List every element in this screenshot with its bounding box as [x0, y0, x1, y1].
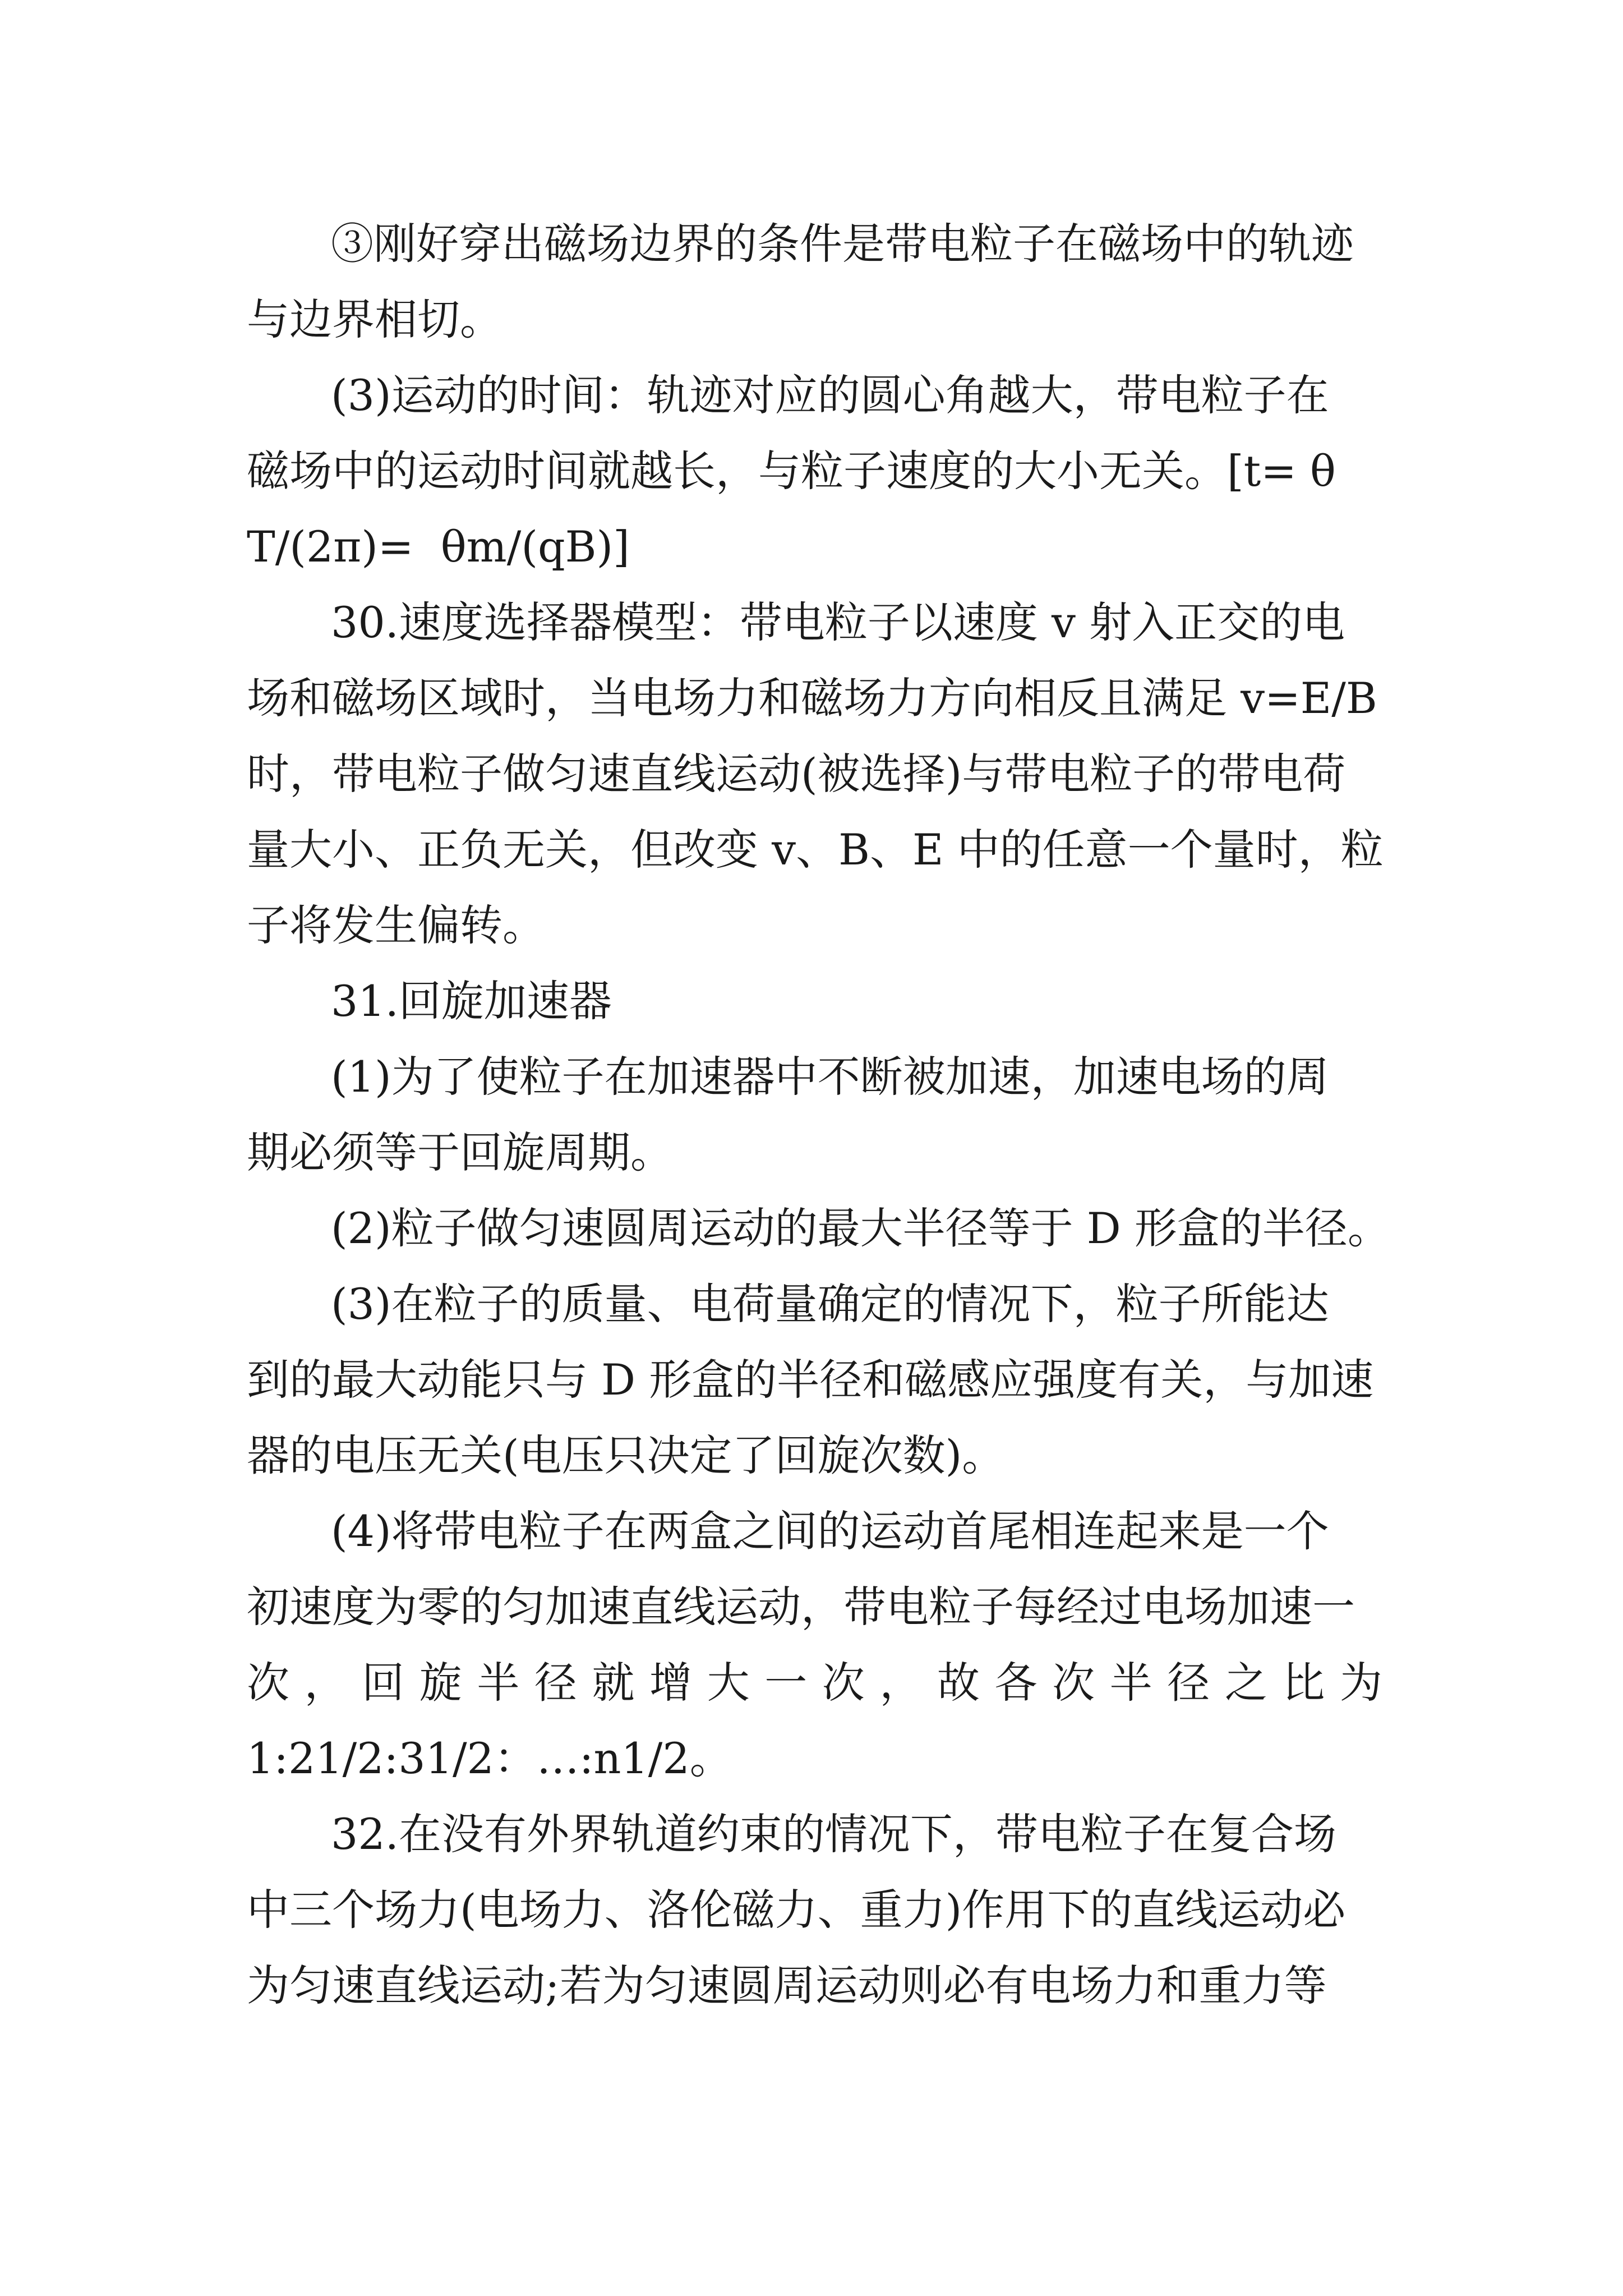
- text-line: 30.速度选择器模型：带电粒子以速度 v 射入正交的电: [331, 597, 1345, 647]
- text-line: (4)将带电粒子在两盒之间的运动首尾相连起来是一个: [331, 1506, 1329, 1556]
- text-line: 初速度为零的匀加速直线运动，带电粒子每经过电场加速一: [247, 1582, 1355, 1632]
- text-line: 到的最大动能只与 D 形盒的半径和磁感应强度有关，与加速: [247, 1355, 1374, 1405]
- text-line: 为匀速直线运动;若为匀速圆周运动则必有电场力和重力等: [247, 1961, 1327, 2010]
- text-line: 量大小、正负无关，但改变 v、B、E 中的任意一个量时，粒: [247, 825, 1384, 875]
- text-line: ③刚好穿出磁场边界的条件是带电粒子在磁场中的轨迹: [331, 219, 1354, 269]
- text-line: 1:21/2:31/2：…:n1/2。: [247, 1733, 732, 1783]
- text-line: 磁场中的运动时间就越长，与粒子速度的大小无关。[t= θ: [247, 446, 1336, 496]
- text-line: 子将发生偏转。: [247, 900, 545, 950]
- text-line: 次，回旋半径就增大一次，故各次半径之比为: [247, 1658, 1382, 1708]
- text-line: (3)运动的时间：轨迹对应的圆心角越大，带电粒子在: [331, 370, 1329, 420]
- section-heading: 31.回旋加速器: [331, 976, 612, 1026]
- text-line: (1)为了使粒子在加速器中不断被加速，加速电场的周: [331, 1052, 1329, 1102]
- text-line: 场和磁场区域时，当电场力和磁场力方向相反且满足 v=E/B: [247, 673, 1377, 723]
- text-line: 期必须等于回旋周期。: [247, 1128, 673, 1177]
- text-line: 32.在没有外界轨道约束的情况下，带电粒子在复合场: [331, 1809, 1336, 1859]
- text-line: 器的电压无关(电压只决定了回旋次数)。: [247, 1430, 1005, 1480]
- text-line: (2)粒子做匀速圆周运动的最大半径等于 D 形盒的半径。: [331, 1203, 1390, 1253]
- text-line: 时，带电粒子做匀速直线运动(被选择)与带电粒子的带电荷: [247, 749, 1346, 799]
- text-line: 与边界相切。: [247, 295, 502, 344]
- text-line: (3)在粒子的质量、电荷量确定的情况下，粒子所能达: [331, 1279, 1329, 1329]
- text-line: T/(2π)= θm/(qB)]: [247, 522, 630, 572]
- text-line: 中三个场力(电场力、洛伦磁力、重力)作用下的直线运动必: [247, 1885, 1346, 1935]
